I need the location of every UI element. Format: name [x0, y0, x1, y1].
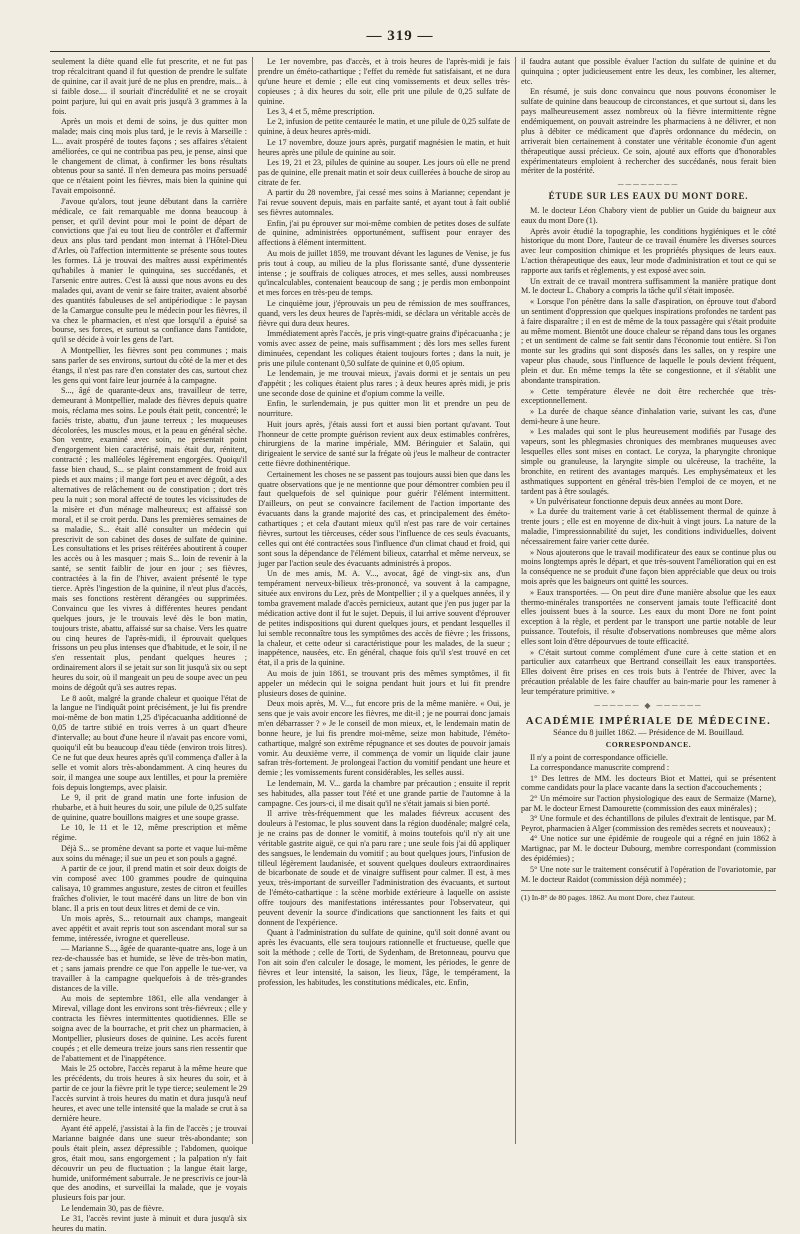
paragraph: Enfin, le surlendemain, je pus quitter mon lit et prendre un peu de nourriture. — [258, 399, 510, 419]
paragraph: Ayant été appelé, j'assistai à la fin de l'accès ; je trouvai Marianne baignée dans une sueur très-abondante; son pouls était plein, assez dépressible ; l'abdomen, quoique gros, était mou, sans engorgement ; la palpation n'y fait découvrir un peu de fluctuation ; la langue était large, humide, uniformément saburrale. Je ne prescrivis ce jour-là que des anodins, et surveillai la malade, que je voyais plusieurs fois par jour. — [52, 1123, 247, 1203]
paragraph: Huit jours après, j'étais aussi fort et aussi bien portant qu'avant. Tout l'honneur de cette prompte guérison revient aux deux estimables confrères, chirurgiens de la marine impériale, MM. Béringuier et Salaün, qui dirigeaient le service de santé sur la frégate où j'eus le malheur de contracter cette fièvre dothinentérique. — [258, 419, 510, 469]
paragraph: Les 19, 21 et 23, pilules de quinine au souper. Les jours où elle ne prend pas de quinine, elle prenait matin et soir deux cuillerées à bouche de sirop au citrate de fer. — [258, 158, 510, 187]
section-divider: ──────── — [617, 180, 680, 190]
paragraph: Certainement les choses ne se passent pas toujours aussi bien que dans les quatre observations que je ne mentionne que pour démontrer combien peu il faut quelquefois de sel quinique pour guérir l'élément intermittent. D'ailleurs, on peut se convaincre facilement de l'action importante des évacuants dans la grande majorité des cas, et principalement des éméto-cathartiques ; et cela d'autant mieux qu'il n'est pas rare de voir certaines fièvres, surtout les tièrceuses, céder sous l'influence de ces seuls évacuants, celles qui ont été contractées sous l'influence d'un climat chaud et froid, qui sont sous la dépendance de l'élément bilieux, catarrhal et même nerveux, se juger par l'action seule des évacuants administrés à propos. — [258, 469, 510, 568]
paragraph: Le 1er novembre, pas d'accès, et à trois heures de l'après-midi je fais prendre un éméto-cathartique ; l'effet du remède fut satisfaisant, et ne dura qu'une heure et demie ; elle eut cinq vomissements et deux selles très-copieuses ; à dix heures du soir, elle prit une pilule de 0,25 sulfate de quinine. — [258, 57, 510, 106]
paragraph: A partir du 28 novembre, j'ai cessé mes soins à Marianne; cependant je l'ai revue souvent depuis, mais en parfaite santé, et ayant tout à fait oublié ses fièvres automnales. — [258, 188, 510, 218]
column-separator — [252, 57, 253, 1144]
paragraph: seulement la diète quand elle fut prescrite, et ne fut pas trop récalcitrant quand il fut question de prendre le sulfate de quinine, car il avait juré de ne plus en prendre, mais... à si faible dose.... il souriait d'incrédulité et ne se croyait point parjure, lui qui en avait pris jusqu'à 3 grammes à la fois. — [52, 57, 247, 116]
paragraph: M. le docteur Léon Chabory vient de publier un Guide du baigneur aux eaux du mont Dore (1). — [521, 206, 776, 226]
paragraph: » Les malades qui sont le plus heureusement modifiés par l'usage des vapeurs, sont les phlegmasies chroniques des membranes muqueuses avec lesquelles elles sont mises en contact. Le coryza, la pharyngite chronique simple ou granuleuse, la laryngite simple ou ulcéreuse, la trachéite, la bronchite, en retirent des avantages marqués. Les emphysémateux et les asthmatiques supportent en général très-bien l'emploi de ce moyen, et ne tardent pas à être soulagés. — [521, 427, 776, 496]
paragraph: Quant à l'administration du sulfate de quinine, qu'il soit donné avant ou après les évacuants, elle sera toujours rationnelle et fructueuse, quelle que soit la méthode ; celle de Torti, de Sydenham, de Bretonneau, pourvu que l'on ait soin d'en calculer le dosage, le moment, les périodes, le genre de fièvres et leur intensité, la saison, les lieux, l'âge, le tempérament, la profession, les habitudes, les constitutions médicales, etc. Enfin, — [258, 928, 510, 987]
correspondance-title: CORRESPONDANCE. — [605, 739, 692, 749]
header-rule — [50, 51, 770, 52]
paragraph: « Lorsque l'on pénètre dans la salle d'aspiration, on éprouve tout d'abord un sentiment d'oppression que quelques inspirations profondes ne tardent pas à faire disparaître ; il en est de même de la toux passagère qui s'était produite au même moment. Bientôt une douce chaleur se répand dans tous les organes ; et un sentiment de calme se fait sentir dans l'économie tout entière. Si l'on monte sur les gradins qui sont disposés dans les salles, on y respire une vapeur plus chaude, sous l'influence de laquelle le pouls devient fréquent, plein et dur. En même temps la tête se congestionne, et il s'établit une abondante transpiration. — [521, 296, 776, 386]
paragraph: Le 31, l'accès revint juste à minuit et dura jusqu'à six heures du matin. — [52, 1214, 247, 1234]
paragraph: J'avoue qu'alors, tout jeune débutant dans la carrière médicale, ce fait remarquable me donna beaucoup à penser, et qu'il devint pour moi le point de départ de convictions que j'ai eu tout lieu de contrôler et d'affermir deux ans plus tard pendant mon internat à l'Hôtel-Dieu d'Arles, où l'affection intermittente se présente sous toutes les formes. Là je trouvai des maîtres aussi expérimentés qu'habiles à manier le quinquina, ses succédanés, et l'arsenic entre autres. C'est là aussi que nous avons eu des malades qui, avant de venir se faire traiter, avaient absorbé des quantités fabuleuses de sel antipériodique : le paysan de la Camargue consulte peu le médecin pour les fièvres, il va chez le pharmacien, et n'est que lorsqu'il a épuisé sa bourse, ses forces, et surtout sa confiance dans l'antidote, qu'il se décide à voir les gens de l'art. — [52, 196, 247, 345]
paragraph: Un de mes amis, M. A. V..., avocat, âgé de vingt-six ans, d'un tempérament nerveux-bilieux très-prononcé, va souvent à la campagne, située aux environs du Lez, près de Montpellier ; il y a quelques années, il y tomba gravement malade d'accès pernicieux, autant que j'en pus juger par la médication active dont il fut le sujet. Depuis, il lui arrive souvent d'éprouver de petites indispositions qui durent quelques jours, et pendant lesquelles il lui semble reconnaître tous les symptômes des accès de fièvre ; les frissons, la chaleur, et cette odeur si caractéristique pour les malades, de la sueur ; inappétence, nausées, etc. En général, chaque fois qu'il s'est trouvé en cet état, il a pris de la quinine. — [258, 569, 510, 668]
paragraph: Déjà S... se promène devant sa porte et vaque lui-même aux soins du ménage; il sue un peu et son pouls a gagné. — [52, 843, 247, 863]
paragraph: Après un mois et demi de soins, je dus quitter mon malade; mais cinq mois plus tard, je le revis à Marseille : L... avait prospéré de toutes façons ; ses affaires s'étaient améliorées, ce qui ne contribua pas peu, je pense, ainsi que le changement de climat, à confirmer les bons résultats obtenus pour sa santé. Il n'en demeura pas moins persuadé que ce n'étaient point les fièvres, mais bien la quinine qui l'avait empoisonné. — [52, 116, 247, 196]
paragraph: » Cette température élevée ne doit être recherchée que très-exceptionnellement. — [521, 386, 776, 406]
paragraph: Immédiatement après l'accès, je pris vingt-quatre grains d'ipécacuanha ; je vomis avec assez de peine, mais suffisamment ; dès lors mes selles furent diminuées, cependant les coliques étaient toujours fortes ; dans la nuit, je pris une pilule contenant 0,50 sulfate de quinine et 0,05 opium. — [258, 328, 511, 368]
paragraph: Le cinquième jour, j'éprouvais un peu de rémission de mes souffrances, quand, vers les deux heures de l'après-midi, se déclara un véritable accès de fièvre qui dura deux heures. — [258, 298, 510, 328]
paragraph: » Un pulvérisateur fonctionne depuis deux années au mont Dore. — [530, 496, 743, 506]
academie-title: ACADÉMIE IMPÉRIALE DE MÉDECINE. — [525, 716, 772, 727]
paragraph: 4° Une notice sur une épidémie de rougeole qui a régné en juin 1862 à Martignac, par M. le docteur Dubourg, membre correspondant (commission des épidémies) ; — [521, 834, 776, 864]
paragraph: Deux mois après, M. V..., fut encore pris de la même manière. « Oui, je sens que je vais avoir encore les fièvres, me dit-il ; je ne pourrai donc jamais m'en débarrasser ? » Je le conseil de mon mieux, et, le lendemain matin de bonne heure, je lui fis prendre moi-même, seize mon habitude, l'éméto-cathartique, malgré son extrême répugnance et ses doutes de pouvoir jamais vomir. Au deuxième verre, il commença de vomir un liquide clair jaune safran très-fortement. Je prolongeai l'action du vomitif pendant une heure et demie ; les vomissements furent considérables, les selles aussi. — [258, 699, 510, 778]
paragraph: Au mois de septembre 1861, elle alla vendanger à Mireval, village dont les environs sont très-fiévreux ; elle y contracta les fièvres intermittentes quotidiennes. Elle se soigna avec de la bourrache, et prit chez un pharmacien, à Montpellier, plusieurs doses de quinine. Les accès furent coupés ; et elle demeura treize jours sans rien ressentir que de l'abattement et de l'inappétence. — [52, 994, 247, 1063]
paragraph: S..., âgé de quarante-deux ans, travailleur de terre, demeurant à Montpellier, malade des fièvres depuis quatre mois, réclama mes soins. Le pouls était petit, concentré; le faciès triste, abattu, d'un jaune terreux ; les muqueuses décolorées, les muscles mous, et la peau en général sèche. Son ventre, examiné avec soin, ne présentait point d'engorgement bien caractérisé, mais était dur, rénitent, contracté ; les malléoles légèrement engorgées. Quoiqu'il fasse bien chaud, S... se plaint constamment de froid aux pieds et aux mains ; il mange fort peu et avec dégoût, a des alternatives de relâchement ou de constipation ; dort très peu la nuit ; son moral affecté de toutes les vicissitudes de la misère et d'un ménage malheureux; est affaissé son moral, et il se croit perdu. Dans les premières semaines de sa maladie, S... était allé consulter un médecin qui prescrivit de son cabinet des doses de sulfate de quinine. Les consultations et les prises réitérées aboutirent à couper les accès ou à les masquer ; mais S... loin de revenir à la santé, se sentit faiblir de jour en jour ; ses fièvres, contractées à la fin de l'hiver, avaient présenté le type tierce. Après l'ingestion de la quinine, il n'eut plus d'accès, mais ses fonctions restèrent dérangées ou supprimées. Convaincu que les vivres à différentes heures pendant quelques jours, je le trouvais levé dès le bon matin, toujours triste, abattu, affaissé sur sa chaise. Vers les quatre ou cinq heures de l'après-midi, il éprouvait quelques frissons un peu plus intenses que d'habitude, et le soir, il ne s'en ressentait plus, pendant quelques heures ; ordinairement alors il se jetait sur son lit jusqu'à six ou sept heures du soir, où il mangeait un peu de soupe avec un peu moins de dégoût qu'à ses autres repas. — [52, 385, 247, 693]
paragraph: » C'était surtout comme complément d'une cure à cette station et en particulier aux catarrheux que Bertrand conseillait les eaux transportées. Elles doivent être prises en ces trois buts à l'entrée de l'hiver, avec la précaution préalable de les faire chauffer au bain-marie pour les ramener à leur température primitive. » — [521, 647, 776, 697]
paragraph: Il arrive très-fréquemment que les malades fiévreux accusent des douleurs à l'estomac, le plus souvent dans la région duodénale; malgré cela, je ne crains pas de donner le vomitif, à moins toutefois qu'il n'y ait une véritable gastrite aiguë, ce qui n'a paru rare ; une seule fois j'ai dû appliquer des sangsues, le lendemain du vomitif ; au bout quelques jours, l'infusion de tilleul légèrement laudanisée, et souvent quelques douleurs extraordinaires de bicarbonate de soude et de vinaigre suffisent pour calmer. Il est, à mes yeux, très-important de surveiller l'administration des évacuants, et surtout de l'éméto-cathartique : la scène morbide extérieure à laquelle on assiste offre toujours des manifestations intéressantes pour l'observateur, qui peuvent devenir la source d'indications que sanctionnent les faits et qui donnent de l'expérience. — [258, 808, 510, 927]
paragraph: Le 17 novembre, douze jours après, purgatif magnésien le matin, et huit heures après une pilule de quinine au soir. — [258, 137, 510, 157]
paragraph: — Marianne S..., âgée de quarante-quatre ans, loge à un rez-de-chaussée bas et humide, se lève de très-bon matin, et ; sans jamais prendre ce que l'on appelle le tue-ver, va travailler à la campagne quelquefois à de très-grandes distances de la ville. — [52, 944, 247, 993]
paragraph: » Nous ajouterons que le travail modificateur des eaux se continue plus ou moins longtemps après le départ, et que très-souvent l'amélioration qui en est la conséquence ne se produit d'une façon bien appréciable que deux ou trois mois après que les baigneurs ont quitté les sources. — [521, 547, 776, 587]
paragraph: Après avoir étudié la topographie, les conditions hygiéniques et le côté historique du mont Dore, l'auteur de ce travail énumère les diverses sources avec leur composition chimique et les propriétés physiques de leurs eaux. L'action thérapeutique des eaux, leur mode d'administration et tout ce qui se rapporte aux tarifs et règlements, y est exposé avec soin. — [521, 226, 776, 276]
paragraph: 5° Une note sur le traitement consécutif à l'opération de l'ovariotomie, par M. le docteur Raidot (commission déjà nommée) ; — [521, 864, 776, 884]
paragraph: En résumé, je suis donc convaincu que nous pouvons économiser le sulfate de quinine dans beaucoup de circonstances, et que surtout si, dans les pays malheureusement assez nombreux où la fièvre intermittente règne endémiquement, on pouvait astreindre les pharmaciens à ne délivrer, et non plus à débiter ce médicament que d'après ordonnance du médecin, on arriverait bien certainement à constater une véritable économie d'un agent thérapeutique aussi précieux. Ce soin, ajouté aux efforts que d'honorables expérimentateurs emploient à rechercher des succédanés, nous ferait bien mériter de la postérité. — [521, 87, 776, 176]
paragraph: Le lendemain, M. V... garda la chambre par précaution ; ensuite il reprit ses habitudes, alla passer tout l'été et une grande partie de l'automne à la campagne. Ces jours-ci, il me disait qu'il ne s'était jamais si bien porté. — [258, 778, 510, 808]
paragraph: Le 8 août, malgré la grande chaleur et quoique l'état de la langue ne l'indiquât point précisément, je lui fis prendre moi-même de bon matin 1,25 d'ipécacuanha additionné de 0,05 de tartre stibié en trois verres à un quart d'heure d'intervalle; au bout d'une heure il n'avait pas encore vomi, quoiqu'il eût bu beaucoup d'eau tiède (environ trois litres). Ce ne fut que deux heures après qu'il commença d'aller à la selle et vomit alors très-abondamment. A cinq heures du soir, il mangea une soupe aux lentilles, et pour la première fois depuis longtemps, avec plaisir. — [52, 693, 247, 792]
paragraph: » La durée du traitement varie à cet établissement thermal de quinze à trente jours ; elle est en moyenne de dix-huit à vingt jours. La nature de la maladie, l'impressionnabilité du sujet, les conditions individuelles, doivent nécessairement faire varier cette durée. — [521, 507, 776, 547]
paragraph: 1° Des lettres de MM. les docteurs Biot et Mattei, qui se présentent comme candidats pour la place vacante dans la section d'accouchements ; — [521, 773, 776, 793]
footnote: (1) In-8° de 80 pages. 1862. Au mont Dore, chez l'auteur. — [521, 890, 776, 903]
paragraph: Un extrait de ce travail montrera suffisamment la manière pratique dont M. le docteur L. Chabory a compris la tâche qu'il s'était imposée. — [521, 276, 776, 296]
column-separator — [515, 57, 516, 1144]
paragraph: il faudra autant que possible évaluer l'action du sulfate de quinine et du quinquina ; opter judicieusement entre les deux, les combiner, les alterner, etc. — [521, 57, 776, 86]
paragraph: Le 2, infusion de petite centaurée le matin, et une pilule de 0,25 sulfate de quinine, à deux heures après-midi. — [258, 117, 510, 137]
paragraph: Un mois après, S... retournait aux champs, mangeait avec appétit et avait repris tout son ascendant moral sur sa femme, intéressée, ivrogne et querelleuse. — [52, 913, 247, 943]
paragraph: A Montpellier, les fièvres sont peu communes ; mais sans parler de ses environs, surtout du côté de la mer et des étangs, il n'est pas rare d'en constater des cas, surtout chez les gens qui vont faire leur journée à la campagne. — [52, 345, 247, 385]
paragraph: Le lendemain 30, pas de fièvre. — [61, 1203, 164, 1213]
paragraph: » Eaux transportées. — On peut dire d'une manière absolue que les eaux thermo-minérales transportées ne conservent jamais toute l'efficacité dont elles jouissent bues à la source. Les eaux du mont Dore ne font point exception à la règle, et perdent par le transport une partie notable de leur puissance. Toutefois, il résulte d'observations nombreuses que même alors elles sont loin d'être dépourvues de toute efficacité. — [521, 587, 776, 647]
paragraph: La correspondance manuscrite comprend : — [530, 763, 670, 773]
paragraph: Le 10, le 11 et le 12, même prescription et même régime. — [52, 823, 247, 843]
column-right — [521, 57, 776, 1152]
section-divider: ────── ◆ ────── — [594, 701, 703, 711]
paragraph: Les 3, 4 et 5, même prescription. — [267, 107, 375, 117]
paragraph: Mais le 25 octobre, l'accès reparut à la même heure que les précédents, du trois heures à six heures du soir, et à partir de ce jour la fièvre prit le type tierce; seulement le 29 l'accès survint à trois heures du matin et dura jusqu'à neuf heures, et avec une telle intensité que la malade se crut à sa dernière heure. — [52, 1064, 247, 1123]
page-number: — 319 — — [366, 28, 434, 44]
paragraph: Au mois de juin 1861, se trouvant pris des mêmes symptômes, il fit appeler un médecin qui le soigna pendant huit jours et lui fit prendre plusieurs doses de quinine. — [258, 668, 510, 698]
paragraph: Au mois de juillet 1859, me trouvant dévant les lagunes de Venise, je fus pris tout à coup, au milieu de la plus florissante santé, d'une dyssenterie intense ; je souffrais de coliques atroces, et mes selles, aussi nombreuses qu'incalculables, contenaient beaucoup de sang ; je perdis mon embonpoint et mes forces en très-peu de temps. — [258, 248, 510, 298]
paragraph: » La durée de chaque séance d'inhalation varie, suivant les cas, d'une demi-heure à une heure. — [521, 406, 776, 426]
paragraph: A partir de ce jour, il prend matin et soir deux doigts de vin composé avec 100 grammes poudre de quinquina calisaya, 10 grammes angusture, zestes de citron et feuilles fraîches d'olivier, le tout macéré dans un litre de bon vin blanc. Il a pris en tout deux litres et demi de ce vin. — [52, 863, 247, 913]
column-middle — [258, 57, 510, 1152]
column-left — [52, 57, 247, 1234]
paragraph: 2° Un mémoire sur l'action physiologique des eaux de Sermaize (Marne), par M. le docteur Ernest Damourette (commission des eaux minérales) ; — [521, 793, 776, 813]
seance-line: Séance du 8 juillet 1862. — Présidence de M. Bouillaud. — [553, 727, 744, 737]
paragraph: Le 9, il prit de grand matin une forte infusion de rhubarbe, et à huit heures du soir, une pilule de 0,25 sulfate de quinine, quatre bouillons maigres et une soupe grasse. — [52, 793, 247, 822]
paragraph: Enfin, j'ai pu éprouver sur moi-même combien de petites doses de sulfate de quinine, administrées opportunément, suffisent pour enrayer des affections à élément intermittent. — [258, 218, 510, 248]
paragraph: Le lendemain, je me trouvai mieux, j'avais dormi et je sentais un peu d'appétit ; les coliques étaient plus rares ; à deux heures après midi, je pris une seconde dose de quinine et d'opium comme la veille. — [258, 369, 510, 398]
section-title: ÉTUDE SUR LES EAUX DU MONT DORE. — [548, 191, 749, 202]
paragraph: Il n'y a point de correspondance officielle. — [530, 752, 668, 762]
paragraph: 3° Une formule et des échantillons de pilules d'extrait de lentisque, par M. Peyrot, pharmacien à Alger (commission des remèdes secrets et nouveaux) ; — [521, 814, 776, 834]
